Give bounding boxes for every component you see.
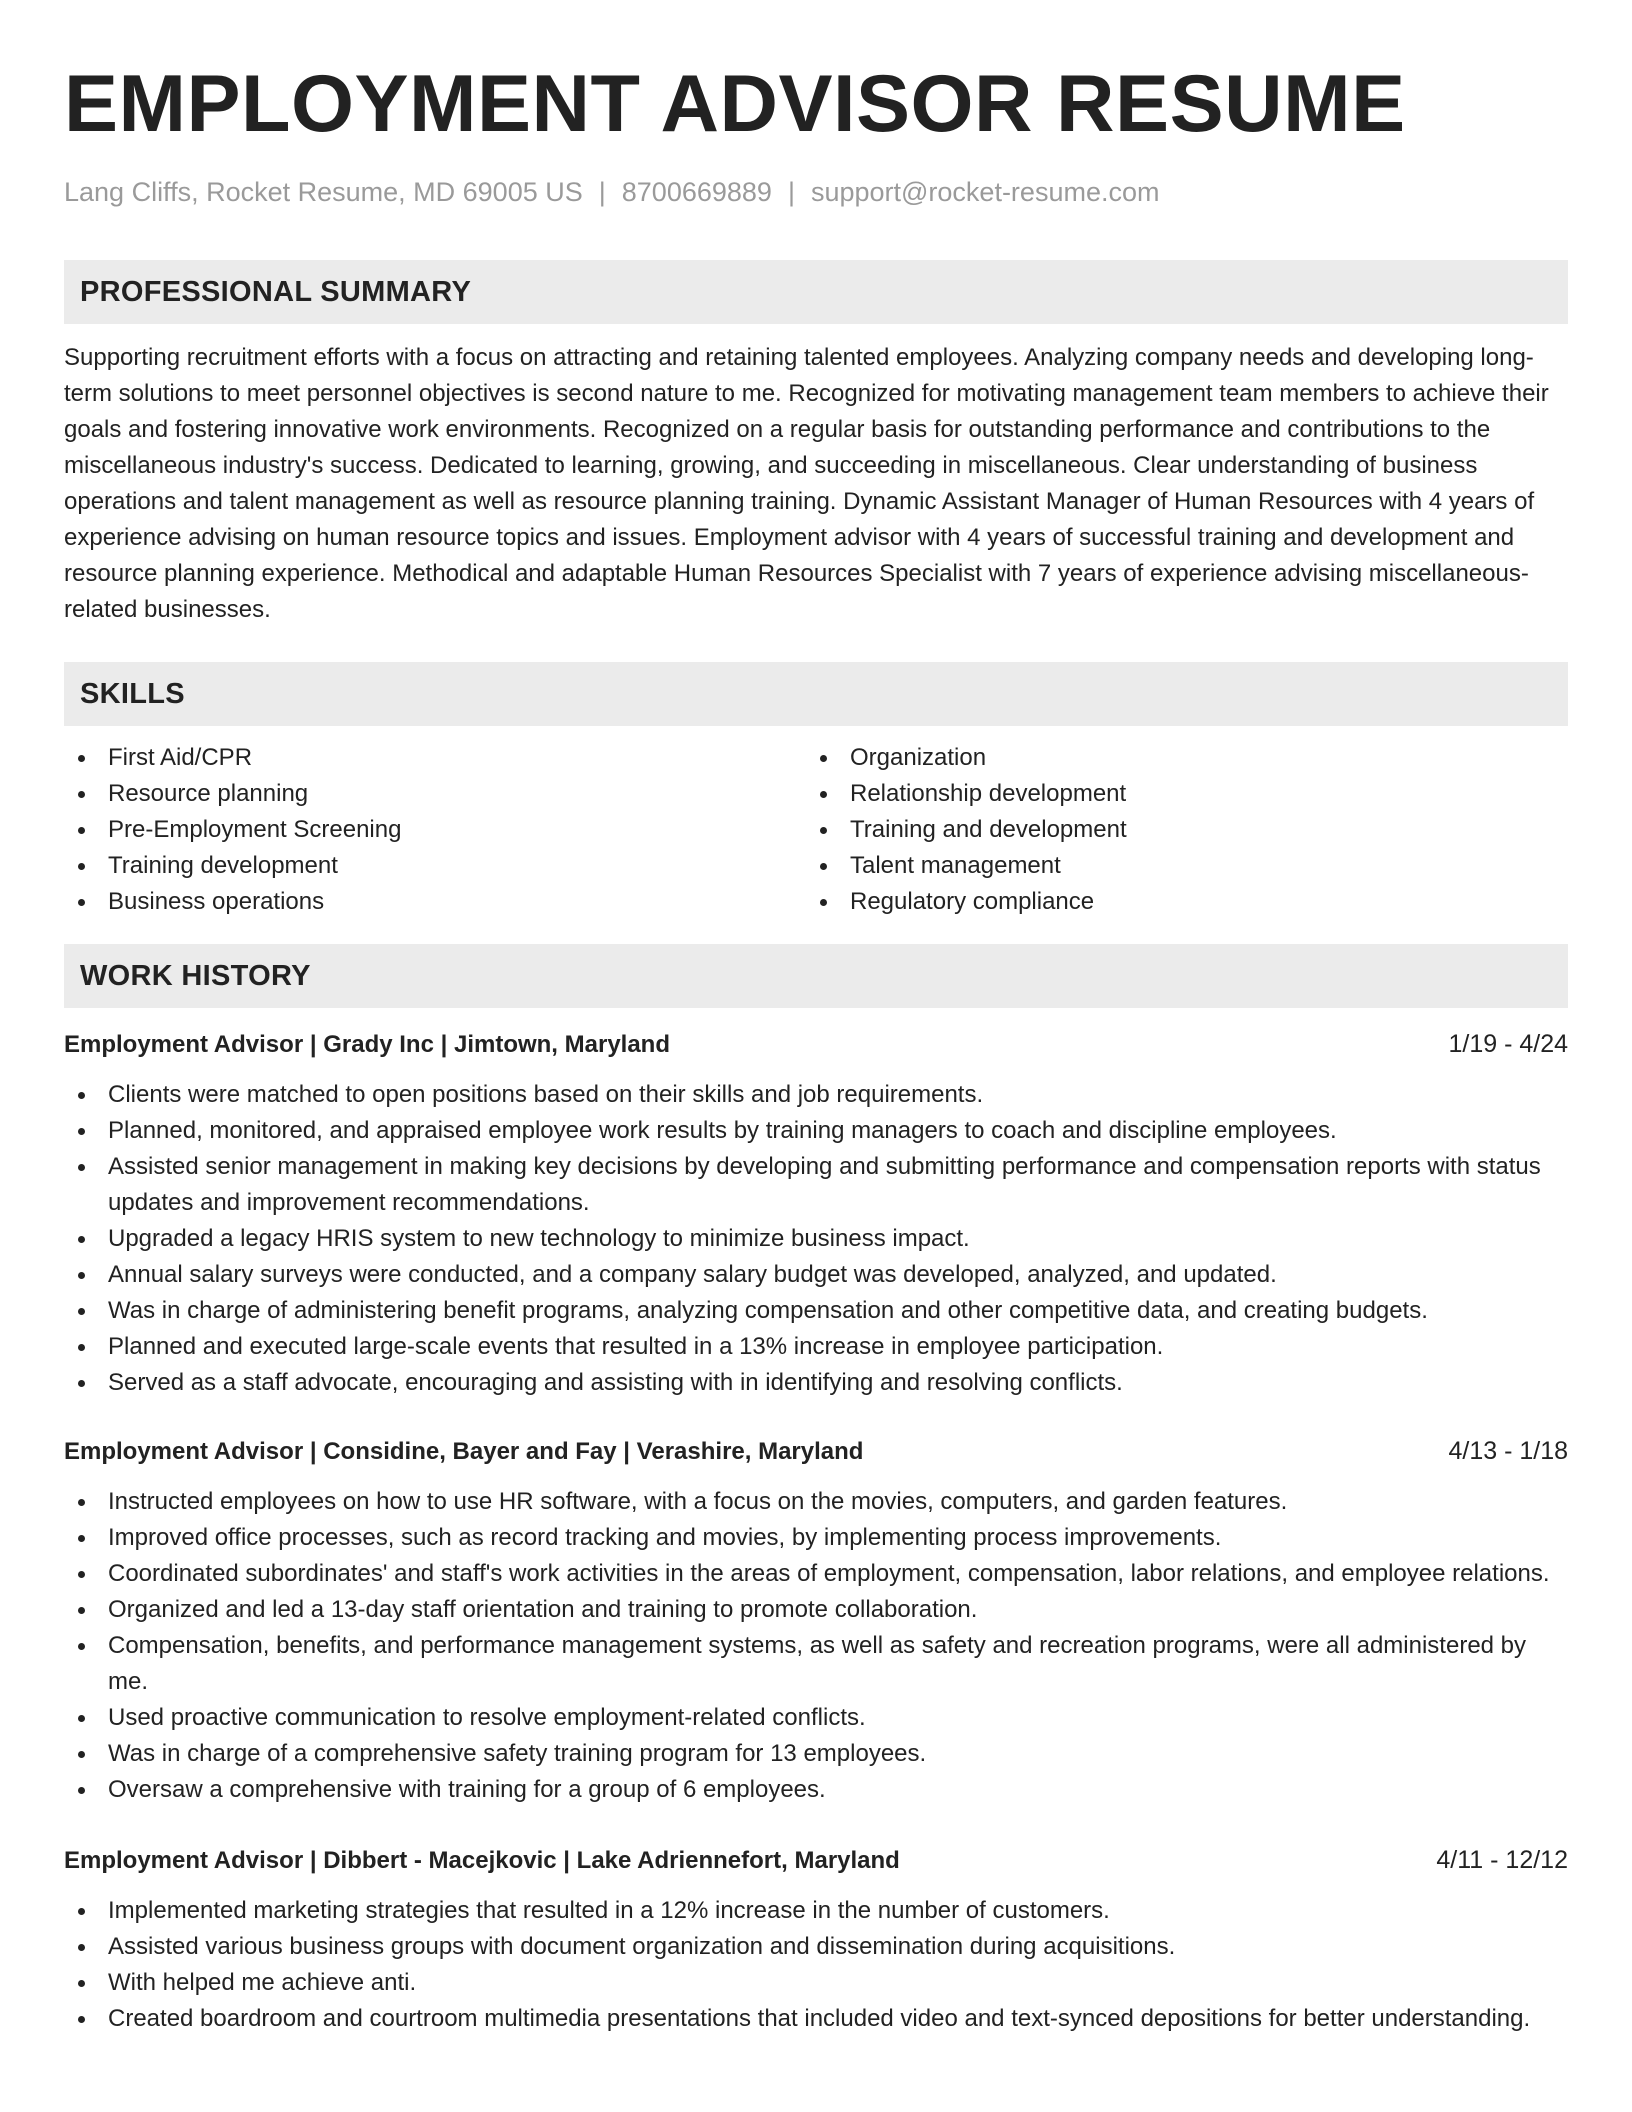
job-bullet-text: Implemented marketing strategies that resulted in a 12% increase in the number of customers.: [108, 1897, 1110, 1924]
skill-item: [64, 884, 806, 920]
contact-email: support@rocket-resume.com: [810, 177, 1160, 207]
contact-line: [64, 174, 1568, 210]
job-dates: 4/13 - 1/18: [1448, 1437, 1568, 1465]
job-bullet-text: Instructed employees on how to use HR software, with a focus on the movies, computers, and garden features.: [108, 1488, 1288, 1515]
job-bullet: [64, 1893, 1568, 1929]
section-heading-skills: SKILLS: [64, 662, 1568, 726]
job-bullet: [64, 1700, 1568, 1736]
section-heading-work-history: WORK HISTORY: [64, 944, 1568, 1008]
bullet-dot: [78, 1344, 85, 1351]
job-entry: [64, 1026, 1568, 1401]
skill-item: [806, 812, 1548, 848]
job-title: Employment Advisor | Grady Inc | Jimtown, Maryland: [64, 1031, 670, 1058]
bullet-dot: [78, 1499, 85, 1506]
skill-item: [64, 812, 806, 848]
contact-phone: 8700669889: [621, 177, 772, 207]
summary-text: Supporting recruitment efforts with a focus on attracting and retaining talented employees. Analyzing company needs and developing long-term solutions to meet personnel objectives is second nature to me. Recognized for motivating management team members to achieve their goals and fostering innovative work environments. Recognized on a regular basis for outstanding performance and contributions to the miscellaneous industry's success. Dedicated to learning, growing, and succeeding in miscellaneous. Clear understanding of business operations and talent management as well as resource planning training. Dynamic Assistant Manager of Human Resources with 4 years of experience advising on human resource topics and issues. Employment advisor with 4 years of successful training and development and resource planning experience. Methodical and adaptable Human Resources Specialist with 7 years of experience advising miscellaneous-related businesses.: [64, 344, 1549, 623]
bullet-dot: [78, 2016, 85, 2023]
bullet-dot: [78, 1272, 85, 1279]
skill-item-text: Resource planning: [108, 780, 309, 807]
skill-item-text: Regulatory compliance: [850, 888, 1095, 915]
bullet-dot: [78, 1643, 85, 1650]
job-bullet-text: Clients were matched to open positions based on their skills and job requirements.: [108, 1081, 984, 1108]
job-bullet-text: Compensation, benefits, and performance management systems, as well as safety and recreation programs, were all administered by me.: [108, 1632, 1527, 1695]
job-bullet: [64, 1736, 1568, 1772]
bullet-dot: [78, 1751, 85, 1758]
skill-item-text: Pre-Employment Screening: [108, 816, 402, 843]
job-title: Employment Advisor | Considine, Bayer and Fay | Verashire, Maryland: [64, 1438, 864, 1465]
contact-address: Lang Cliffs, Rocket Resume, MD 69005 US: [64, 177, 583, 207]
bullet-dot: [78, 1980, 85, 1987]
job-bullet-text: Upgraded a legacy HRIS system to new technology to minimize business impact.: [108, 1225, 970, 1252]
job-bullet-text: Assisted various business groups with document organization and dissemination during acquisitions.: [108, 1933, 1176, 1960]
job-header: [64, 1433, 1568, 1470]
job-bullet-text: With helped me achieve anti.: [108, 1969, 417, 1996]
job-bullet-text: Assisted senior management in making key decisions by developing and submitting performance and compensation reports with status updates and improvement recommendations.: [108, 1153, 1541, 1216]
bullet-dot: [78, 1908, 85, 1915]
contact-separator: |: [787, 177, 795, 207]
job-bullet-text: Created boardroom and courtroom multimedia presentations that included video and text-synced depositions for better understanding.: [108, 2005, 1531, 2032]
bullet-dot: [78, 899, 85, 906]
job-bullet: [64, 1113, 1568, 1149]
job-bullet: [64, 1077, 1568, 1113]
bullet-dot: [78, 1787, 85, 1794]
skill-item: [64, 740, 806, 776]
job-dates: 1/19 - 4/24: [1448, 1030, 1568, 1058]
bullet-dot: [78, 1236, 85, 1243]
job-bullets: [64, 1893, 1568, 2037]
job-bullet: [64, 1293, 1568, 1329]
job-bullet: [64, 1329, 1568, 1365]
skill-item-text: Training development: [108, 852, 338, 879]
bullet-dot: [78, 1535, 85, 1542]
job-bullet: [64, 1149, 1568, 1221]
job-bullet: [64, 1484, 1568, 1520]
job-bullet-text: Improved office processes, such as record tracking and movies, by implementing process improvements.: [108, 1524, 1222, 1551]
job-bullet: [64, 1221, 1568, 1257]
contact-separator: |: [598, 177, 606, 207]
skill-item-text: First Aid/CPR: [108, 744, 253, 771]
job-bullet: [64, 1628, 1568, 1700]
bullet-dot: [78, 1607, 85, 1614]
skill-item-text: Organization: [850, 744, 987, 771]
skill-item-text: Training and development: [850, 816, 1127, 843]
skill-item: [806, 740, 1548, 776]
bullet-dot: [820, 899, 827, 906]
job-bullet-text: Used proactive communication to resolve employment-related conflicts.: [108, 1704, 866, 1731]
skill-item: [64, 776, 806, 812]
bullet-dot: [78, 827, 85, 834]
bullet-dot: [78, 1092, 85, 1099]
job-bullet-text: Annual salary surveys were conducted, and a company salary budget was developed, analyzed, and updated.: [108, 1261, 1277, 1288]
bullet-dot: [78, 1164, 85, 1171]
skills-column-right: [806, 740, 1548, 920]
job-bullet: [64, 1257, 1568, 1293]
bullet-dot: [78, 1128, 85, 1135]
job-bullet: [64, 1365, 1568, 1401]
job-title: Employment Advisor | Dibbert - Macejkovic | Lake Adriennefort, Maryland: [64, 1847, 900, 1874]
job-bullet-text: Planned, monitored, and appraised employee work results by training managers to coach and discipline employees.: [108, 1117, 1337, 1144]
job-bullet-text: Served as a staff advocate, encouraging and assisting with in identifying and resolving conflicts.: [108, 1369, 1123, 1396]
bullet-dot: [820, 827, 827, 834]
bullet-dot: [820, 863, 827, 870]
job-bullet-text: Planned and executed large-scale events that resulted in a 13% increase in employee participation.: [108, 1333, 1164, 1360]
job-bullet: [64, 1520, 1568, 1556]
bullet-dot: [78, 755, 85, 762]
job-bullet-text: Oversaw a comprehensive with training for a group of 6 employees.: [108, 1776, 826, 1803]
job-bullet-text: Was in charge of a comprehensive safety training program for 13 employees.: [108, 1740, 927, 1767]
job-bullet: [64, 1772, 1568, 1808]
job-bullets: [64, 1077, 1568, 1401]
job-bullet: [64, 2001, 1568, 2037]
job-header: [64, 1842, 1568, 1879]
skills-grid: [64, 740, 1568, 920]
resume-title: EMPLOYMENT ADVISOR RESUME: [64, 59, 1406, 149]
bullet-dot: [78, 1571, 85, 1578]
skills-column-left: [64, 740, 806, 920]
skill-item: [806, 848, 1548, 884]
job-entry: [64, 1842, 1568, 2037]
bullet-dot: [78, 863, 85, 870]
bullet-dot: [78, 1715, 85, 1722]
job-entry: [64, 1433, 1568, 1808]
job-bullet-text: Organized and led a 13-day staff orientation and training to promote collaboration.: [108, 1596, 978, 1623]
skill-item-text: Talent management: [850, 852, 1061, 879]
job-bullet: [64, 1929, 1568, 1965]
job-header: [64, 1026, 1568, 1063]
bullet-dot: [78, 1308, 85, 1315]
job-bullet: [64, 1965, 1568, 2001]
bullet-dot: [78, 1380, 85, 1387]
skill-item: [806, 776, 1548, 812]
section-heading-summary: PROFESSIONAL SUMMARY: [64, 260, 1568, 324]
job-dates: 4/11 - 12/12: [1436, 1846, 1568, 1874]
skill-item: [64, 848, 806, 884]
job-bullet: [64, 1592, 1568, 1628]
bullet-dot: [78, 1944, 85, 1951]
skill-item-text: Relationship development: [850, 780, 1127, 807]
job-bullets: [64, 1484, 1568, 1808]
job-bullet-text: Was in charge of administering benefit programs, analyzing compensation and other competitive data, and creating budgets.: [108, 1297, 1428, 1324]
job-bullet: [64, 1556, 1568, 1592]
bullet-dot: [820, 791, 827, 798]
bullet-dot: [820, 755, 827, 762]
bullet-dot: [78, 791, 85, 798]
skill-item: [806, 884, 1548, 920]
skill-item-text: Business operations: [108, 888, 325, 915]
job-bullet-text: Coordinated subordinates' and staff's work activities in the areas of employment, compensation, labor relations, and employee relations.: [108, 1560, 1550, 1587]
